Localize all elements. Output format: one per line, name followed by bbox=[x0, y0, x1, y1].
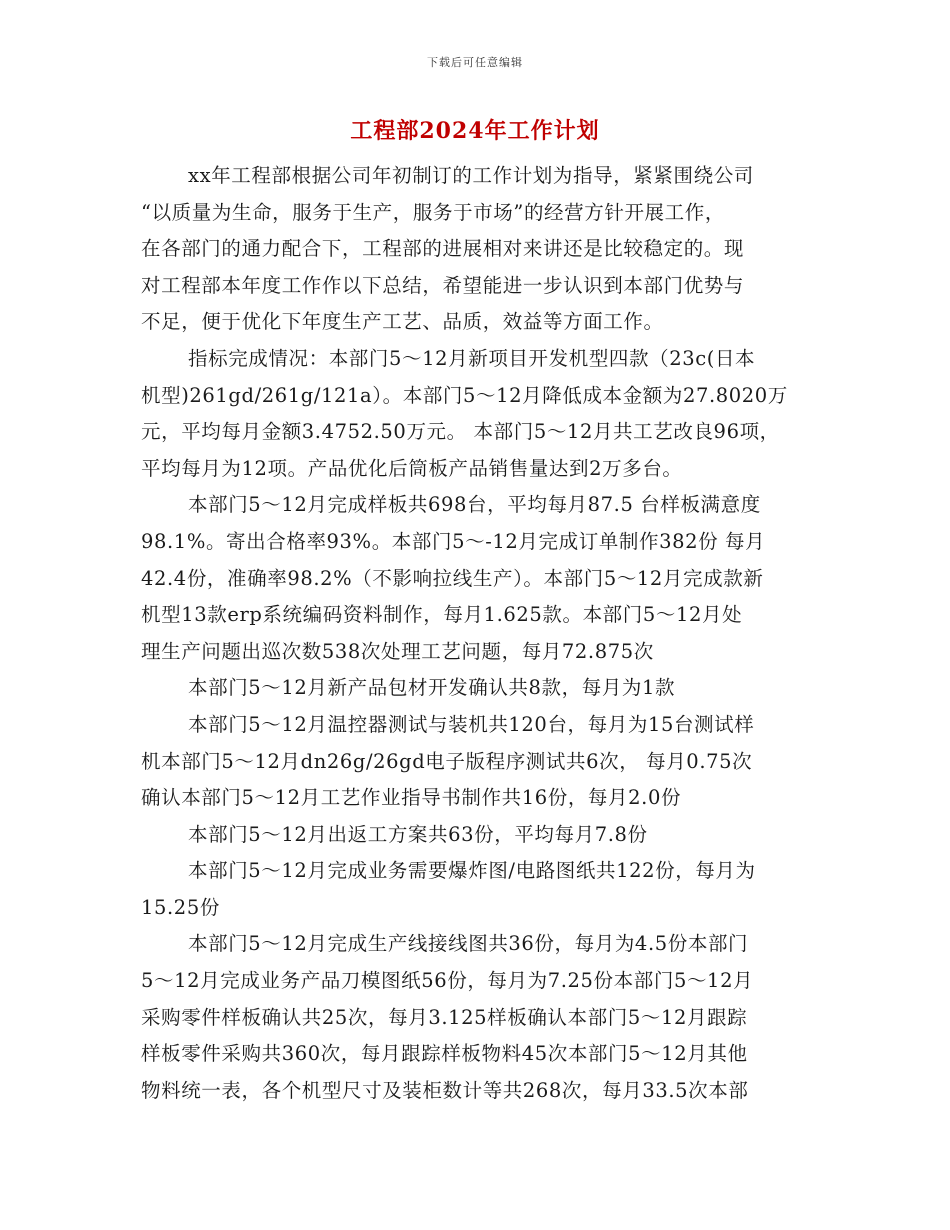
body-line: 42.4份，准确率98.2%（不影响拉线生产）。本部门5～12月完成款新 bbox=[141, 566, 764, 590]
body-line: 样板零件采购共360次，每月跟踪样板物料45次本部门5～12月其他 bbox=[141, 1042, 748, 1066]
body-line: 指标完成情况：本部门5～12月新项目开发机型四款（23c(日本 bbox=[188, 346, 756, 370]
body-line: 15.25份 bbox=[141, 895, 220, 919]
body-line: 机型)261gd/261g/121a）。本部门5～12月降低成本金额为27.8020万 bbox=[141, 383, 788, 407]
body-line: 采购零件样板确认共25次，每月3.125样板确认本部门5～12月跟踪 bbox=[141, 1005, 748, 1029]
body-line: 元，平均每月金额3.4752.50万元。 本部门5～12月共工艺改良96项， bbox=[141, 420, 780, 444]
body-line: 本部门5～12月新产品包材开发确认共8款，每月为1款 bbox=[188, 676, 676, 700]
body-line: 在各部门的通力配合下，工程部的进展相对来讲还是比较稳定的。现 bbox=[141, 237, 745, 261]
body-line: 不足，便于优化下年度生产工艺、品质，效益等方面工作。 bbox=[141, 310, 664, 334]
body-line: 物料统一表，各个机型尺寸及装柜数计等共268次，每月33.5次本部 bbox=[141, 1078, 749, 1102]
body-line: 98.1%。寄出合格率93%。本部门5～-12月完成订单制作382份 每月 bbox=[141, 529, 766, 553]
body-line: 本部门5～12月温控器测试与装机共120台，每月为15台测试样 bbox=[188, 712, 755, 736]
body-line: 本部门5～12月完成样板共698台，平均每月87.5 台样板满意度 bbox=[188, 493, 761, 517]
body-line: xx年工程部根据公司年初制订的工作计划为指导，紧紧围绕公司 bbox=[188, 164, 754, 187]
body-line: 本部门5～12月完成业务需要爆炸图/电路图纸共122份，每月为 bbox=[188, 859, 756, 883]
body-line: 理生产问题出巡次数538次处理工艺问题，每月72.875次 bbox=[141, 639, 654, 663]
body-line: 5～12月完成业务产品刀模图纸56份，每月为7.25份本部门5～12月 bbox=[141, 969, 754, 993]
body-line: 确认本部门5～12月工艺作业指导书制作共16份，每月2.0份 bbox=[141, 786, 682, 810]
document-title: 工程部2024年工作计划 bbox=[350, 118, 600, 144]
body-line: “以质量为生命，服务于生产，服务于市场”的经营方针开展工作， bbox=[141, 200, 725, 224]
document-body bbox=[141, 158, 821, 1109]
body-line: 本部门5～12月出返工方案共63份，平均每月7.8份 bbox=[188, 822, 648, 846]
body-line: 机本部门5～12月dn26g/26gd电子版程序测试共6次， 每月0.75次 bbox=[141, 749, 753, 773]
page-header-note: 下载后可任意编辑 bbox=[427, 56, 523, 69]
body-line: 对工程部本年度工作作以下总结，希望能进一步认识到本部门优势与 bbox=[141, 273, 745, 297]
body-line: 机型13款erp系统编码资料制作，每月1.625款。本部门5～12月处 bbox=[141, 603, 743, 627]
body-line: 平均每月为12项。产品优化后筒板产品销售量达到2万多台。 bbox=[141, 456, 683, 480]
body-line: 本部门5～12月完成生产线接线图共36份，每月为4.5份本部门 bbox=[188, 932, 749, 956]
